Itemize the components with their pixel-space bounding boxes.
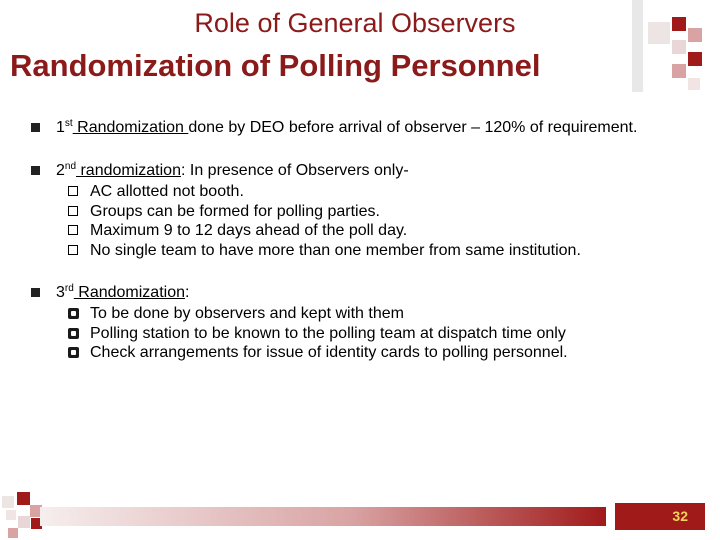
bullet-item-1: 1st Randomization done by DEO before arrival of observer – 120% of requirement. [30, 117, 690, 138]
square-bullet-icon [31, 166, 40, 175]
slide-title: Randomization of Polling Personnel [10, 48, 541, 83]
bullet-item-2: 2nd randomization: In presence of Observers only- AC allotted not booth. Groups can be formed for polling parties. Maximum 9 to 12 days ahead of the poll day. No single team to have more than one member from same institution. [30, 160, 690, 260]
slide-supertitle: Role of General Observers [194, 8, 516, 38]
footer-gradient-bar [40, 507, 606, 526]
sub-list-item: Maximum 9 to 12 days ahead of the poll day. [68, 221, 690, 241]
bullet-item-3: 3rd Randomization: To be done by observers and kept with them Polling station to be known to the polling team at dispatch time only Check arrangements for issue of identity cards to polling personnel. [30, 282, 690, 363]
bullet-list [30, 117, 690, 385]
square-bullet-icon [31, 288, 40, 297]
checkbox-outline-icon [68, 186, 78, 196]
sub-list-item: Groups can be formed for polling parties. [68, 202, 690, 222]
checkbox-outline-icon [68, 225, 78, 235]
sub-list-item: To be done by observers and kept with them [68, 304, 690, 324]
checkbox-outline-icon [68, 245, 78, 255]
sub-list-item: No single team to have more than one member from same institution. [68, 241, 690, 261]
sub-list [56, 304, 690, 363]
checkbox-filled-icon [68, 347, 79, 358]
sub-list [56, 182, 690, 260]
square-bullet-icon [31, 123, 40, 132]
checkbox-filled-icon [68, 308, 79, 319]
checkbox-outline-icon [68, 206, 78, 216]
checkbox-filled-icon [68, 328, 79, 339]
page-number: 32 [615, 503, 705, 530]
sub-list-item: Polling station to be known to the polling team at dispatch time only [68, 324, 690, 344]
sub-list-item: Check arrangements for issue of identity cards to polling personnel. [68, 343, 690, 363]
sub-list-item: AC allotted not booth. [68, 182, 690, 202]
